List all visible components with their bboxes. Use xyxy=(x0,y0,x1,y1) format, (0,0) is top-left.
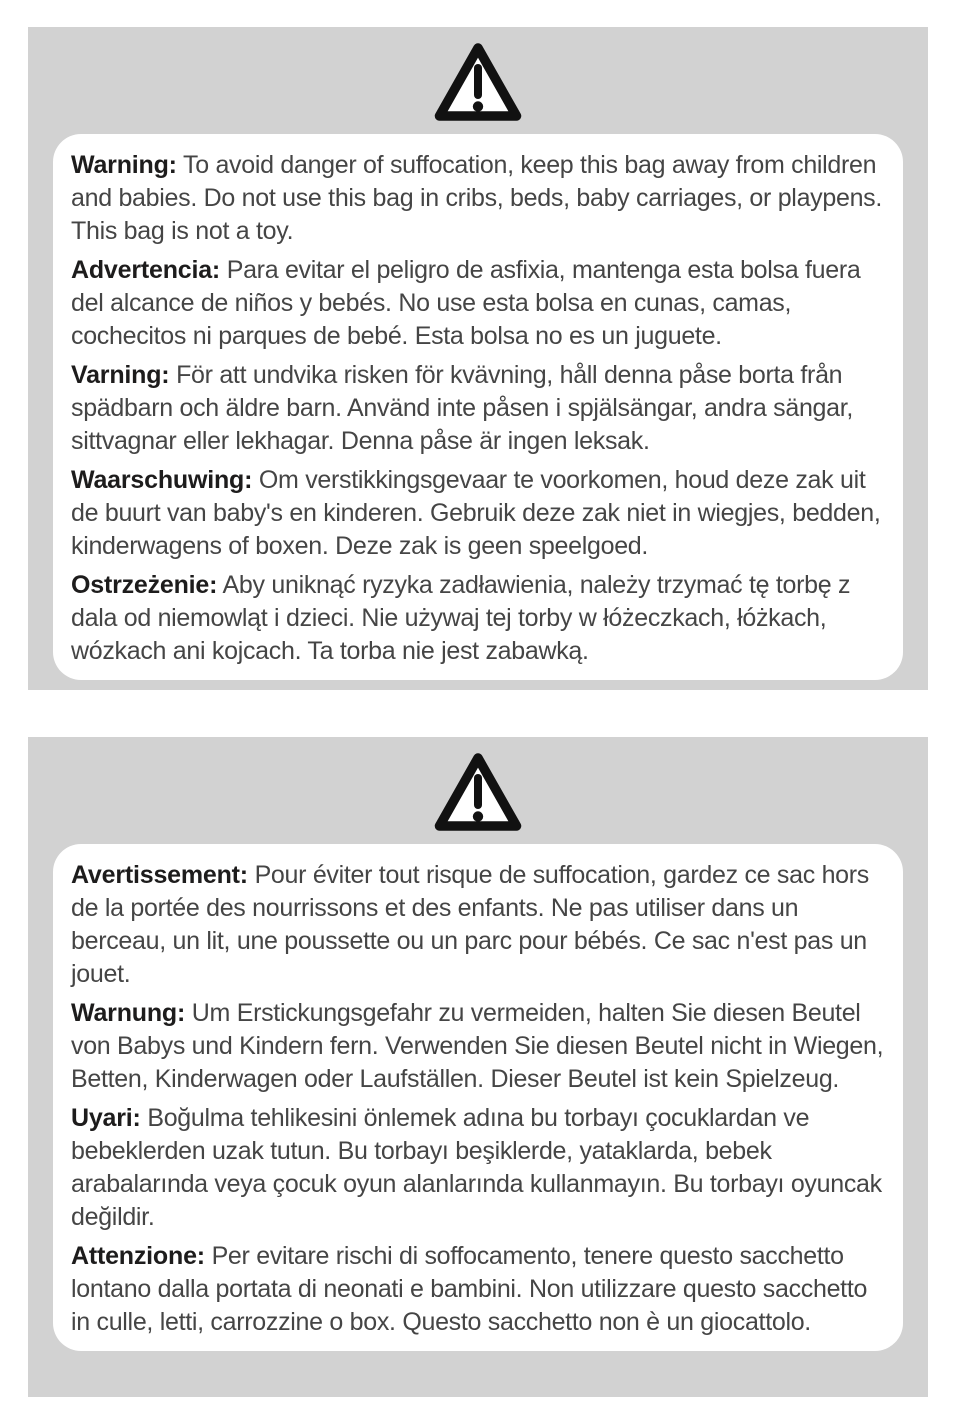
warning-paragraph-nl xyxy=(71,464,889,563)
warning-label-tr: Uyari: xyxy=(71,1104,141,1132)
warning-label-sv: Varning: xyxy=(71,361,170,389)
warning-label-es: Advertencia: xyxy=(71,256,221,284)
warning-label-en: Warning: xyxy=(71,151,177,179)
warning-card-bottom xyxy=(53,844,903,1351)
warning-text-en: To avoid danger of suffocation, keep this bag away from children and babies. Do not use this bag in cribs, beds, baby carriages, or playpens. This bag is not a toy. xyxy=(71,151,883,245)
warning-paragraph-fr xyxy=(71,859,889,991)
warning-text-nl: Om verstikkingsgevaar te voorkomen, houd deze zak uit de buurt van baby's en kinderen. Gebruik deze zak niet in wiegjes, bedden, kinderwagens of boxen. Deze zak is geen speelgoed. xyxy=(71,466,881,560)
warning-card-top xyxy=(53,134,903,680)
warning-paragraph-pl xyxy=(71,569,889,668)
warning-text-tr: Boğulma tehlikesini önlemek adına bu torbayı çocuklardan ve bebeklerden uzak tutun. Bu torbayı beşiklerde, yataklarda, bebek arabalarında veya çocuk oyun alanlarında kullanmayın. Bu torbayı oyuncak değildir. xyxy=(71,1104,882,1231)
warning-label-nl: Waarschuwing: xyxy=(71,466,253,494)
warning-text-sv: För att undvika risken för kvävning, håll denna påse borta från spädbarn och äldre barn. Använd inte påsen i spjälsängar, andra sängar, sittvagnar eller lekhagar. Denna påse är ingen leksak. xyxy=(71,361,854,455)
warning-text-de: Um Erstickungsgefahr zu vermeiden, halten Sie diesen Beutel von Babys und Kindern fern. Verwenden Sie diesen Beutel nicht in Wiegen, Betten, Kinderwagen oder Laufställen. Dieser Beutel ist kein Spielzeug. xyxy=(71,999,884,1093)
warning-text-pl: Aby uniknąć ryzyka zadławienia, należy trzymać tę torbę z dala od niemowląt i dzieci. Nie używaj tej torby w łóżeczkach, łóżkach, wózkach ani kojcach. Ta torba nie jest zabawką. xyxy=(71,571,851,665)
warning-triangle-icon xyxy=(430,749,526,835)
warning-paragraph-it xyxy=(71,1240,889,1339)
warning-label-de: Warnung: xyxy=(71,999,186,1027)
warning-paragraph-en xyxy=(71,149,889,248)
warning-paragraph-tr xyxy=(71,1102,889,1234)
warning-paragraph-sv xyxy=(71,359,889,458)
warning-text-it: Per evitare rischi di soffocamento, tenere questo sacchetto lontano dalla portata di neonati e bambini. Non utilizzare questo sacchetto in culle, letti, carrozzine o box. Questo sacchetto non è un giocattolo. xyxy=(71,1242,868,1336)
warning-label-pl: Ostrzeżenie: xyxy=(71,571,218,599)
warning-triangle-icon xyxy=(430,39,526,125)
warning-paragraph-es xyxy=(71,254,889,353)
warning-paragraph-de xyxy=(71,997,889,1096)
warning-text-es: Para evitar el peligro de asfixia, mantenga esta bolsa fuera del alcance de niños y bebés. No use esta bolsa en cunas, camas, cochecitos ni parques de bebé. Esta bolsa no es un juguete. xyxy=(71,256,861,350)
warning-text-fr: Pour éviter tout risque de suffocation, gardez ce sac hors de la portée des nourrissons et des enfants. Ne pas utiliser dans un berceau, un lit, une poussette ou un parc pour bébés. Ce sac n'est pas un jouet. xyxy=(71,861,869,988)
warning-panel-bottom xyxy=(28,737,928,1397)
warning-label-fr: Avertissement: xyxy=(71,861,248,889)
warning-label-it: Attenzione: xyxy=(71,1242,205,1270)
warning-panel-top xyxy=(28,27,928,690)
